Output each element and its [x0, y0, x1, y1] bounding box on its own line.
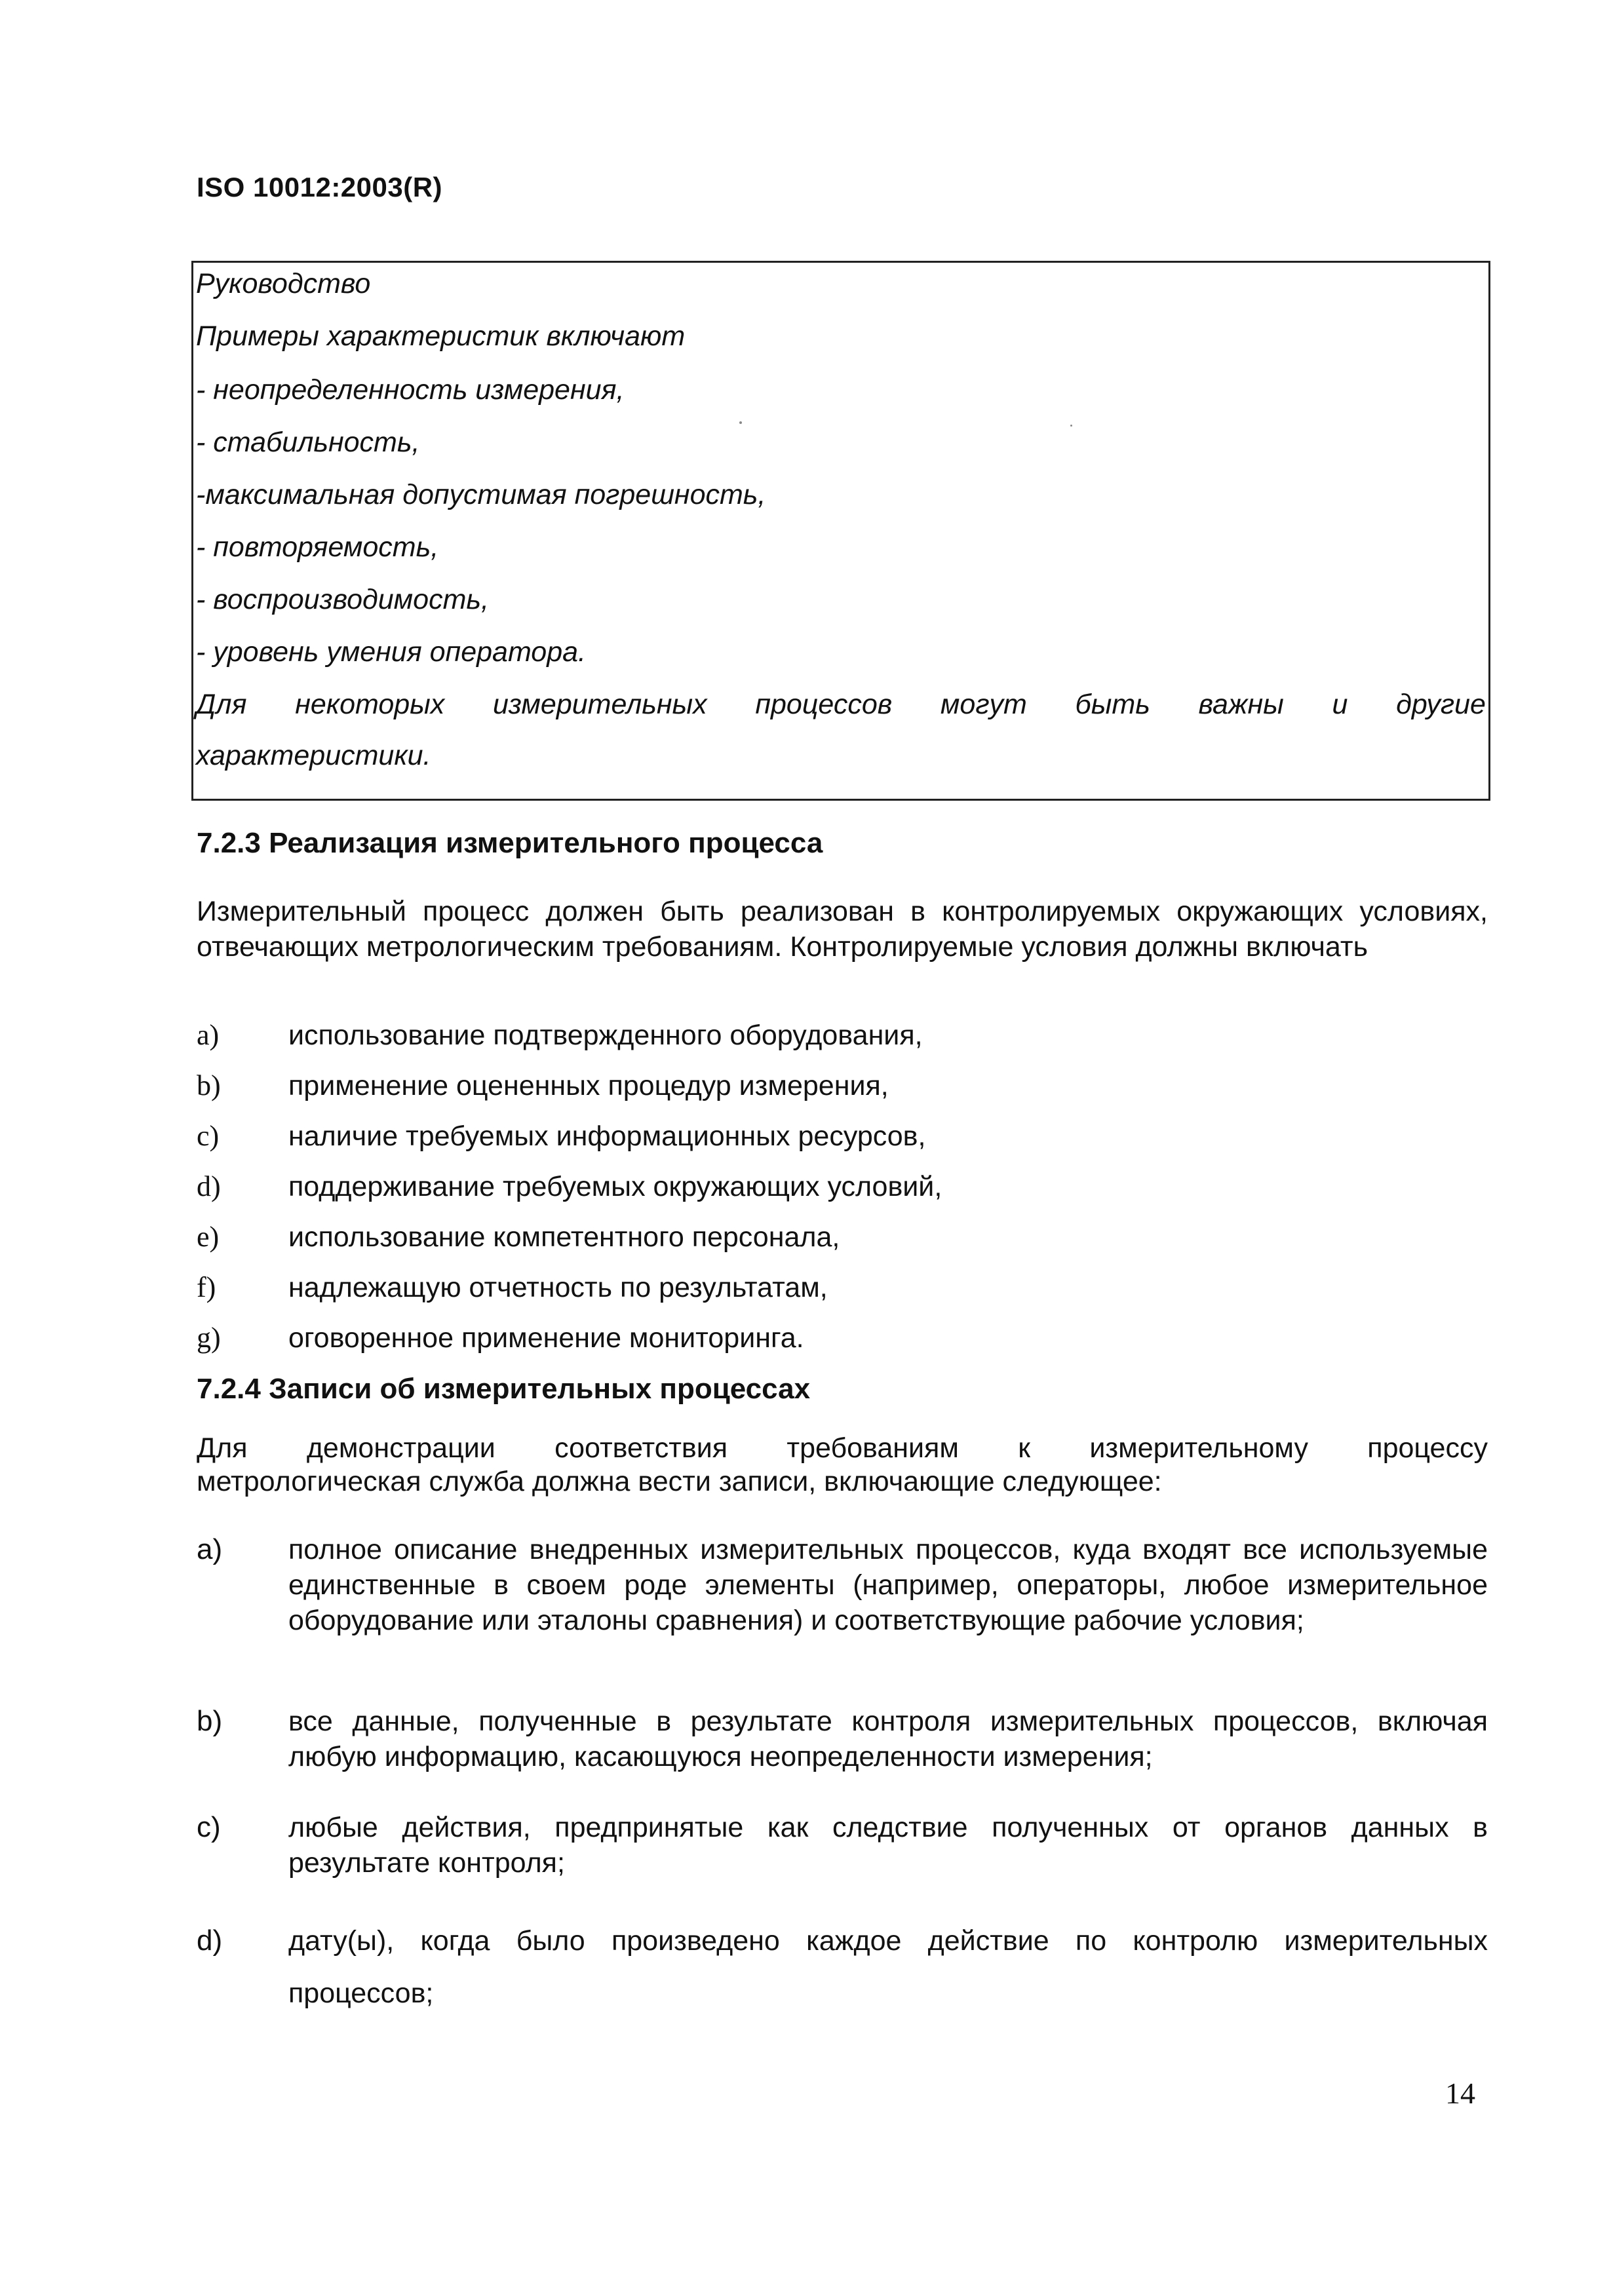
- word: требованиям: [786, 1432, 959, 1464]
- page-number: 14: [1445, 2076, 1475, 2110]
- word: к: [1018, 1432, 1031, 1464]
- word: демонстрации: [306, 1432, 495, 1464]
- section-intro-line: [197, 1432, 1488, 1464]
- document-header: ISO 10012:2003(R): [197, 172, 443, 202]
- list-text: применение оцененных процедур измерения,: [288, 1070, 889, 1101]
- list-marker: e): [197, 1221, 220, 1253]
- word: некоторых: [295, 689, 445, 720]
- word: измерительных: [493, 689, 707, 720]
- list-text: оговоренное применение мониторинга.: [288, 1322, 804, 1354]
- guidance-box: [191, 261, 1490, 801]
- guidance-item: - неопределенность измерения,: [196, 374, 625, 406]
- guidance-item: - уровень умения оператора.: [196, 636, 586, 668]
- list-marker: c): [197, 1811, 221, 1843]
- word: могут: [940, 689, 1027, 720]
- word: измерительному: [1089, 1432, 1308, 1464]
- guidance-closing-line-2: характеристики.: [196, 740, 431, 771]
- list-text: дату(ы), когда было произведено каждое действие по контролю измерительных процессов;: [288, 1925, 1488, 2009]
- list-text: поддерживание требуемых окружающих условий,: [288, 1171, 942, 1202]
- word: процессов: [755, 689, 893, 720]
- list-text: использование подтвержденного оборудования,: [288, 1020, 923, 1051]
- word: процессу: [1367, 1432, 1488, 1464]
- list-marker: g): [197, 1322, 221, 1354]
- list-marker: c): [197, 1120, 220, 1152]
- word: и: [1332, 689, 1348, 720]
- scan-speck: [1070, 425, 1072, 427]
- list-text: использование компетентного персонала,: [288, 1221, 840, 1253]
- word: быть: [1075, 689, 1150, 720]
- list-text: любые действия, предпринятые как следствие полученных от органов данных в результате контроля;: [288, 1812, 1488, 1879]
- guidance-closing-line: [196, 689, 1486, 721]
- list-text: надлежащую отчетность по результатам,: [288, 1272, 828, 1303]
- section-heading-7-2-3: 7.2.3 Реализация измерительного процесса: [197, 827, 823, 859]
- guidance-intro: Примеры характеристик включают: [196, 320, 686, 352]
- list-marker: b): [197, 1705, 223, 1737]
- word: Для: [197, 1432, 248, 1464]
- section-heading-7-2-4: 7.2.4 Записи об измерительных процессах: [197, 1373, 811, 1405]
- guidance-item: - стабильность,: [196, 427, 420, 458]
- guidance-item: - воспроизводимость,: [196, 584, 489, 615]
- guidance-item: - повторяемость,: [196, 531, 439, 563]
- guidance-title: Руководство: [196, 268, 371, 299]
- list-marker: a): [197, 1533, 223, 1565]
- list-marker: f): [197, 1271, 216, 1303]
- list-marker: d): [197, 1170, 221, 1202]
- section-intro-line-2: метрологическая служба должна вести записи, включающие следующее:: [197, 1466, 1162, 1497]
- scan-speck: [739, 421, 742, 424]
- guidance-item: -максимальная допустимая погрешность,: [196, 479, 766, 510]
- list-text: все данные, полученные в результате контроля измерительных процессов, включая любую информацию, касающуюся неопределенности измерения;: [288, 1706, 1488, 1772]
- list-marker: a): [197, 1019, 220, 1051]
- word: соответствия: [554, 1432, 728, 1464]
- section-paragraph: Измерительный процесс должен быть реализован в контролируемых окружающих условиях, отвечающих метрологическим требованиям. Контролируемые условия должны включать: [197, 896, 1488, 963]
- list-marker: b): [197, 1069, 221, 1101]
- word: другие: [1396, 689, 1486, 720]
- word: Для: [196, 689, 247, 720]
- list-text: полное описание внедренных измерительных процессов, куда входят все используемые единственные в своем роде элементы (например, операторы, любое измерительное оборудование или эталоны сравнения) и соответствующие рабочие условия;: [288, 1534, 1488, 1636]
- list-text: наличие требуемых информационных ресурсов,: [288, 1120, 926, 1152]
- word: важны: [1198, 689, 1284, 720]
- list-marker: d): [197, 1924, 223, 1957]
